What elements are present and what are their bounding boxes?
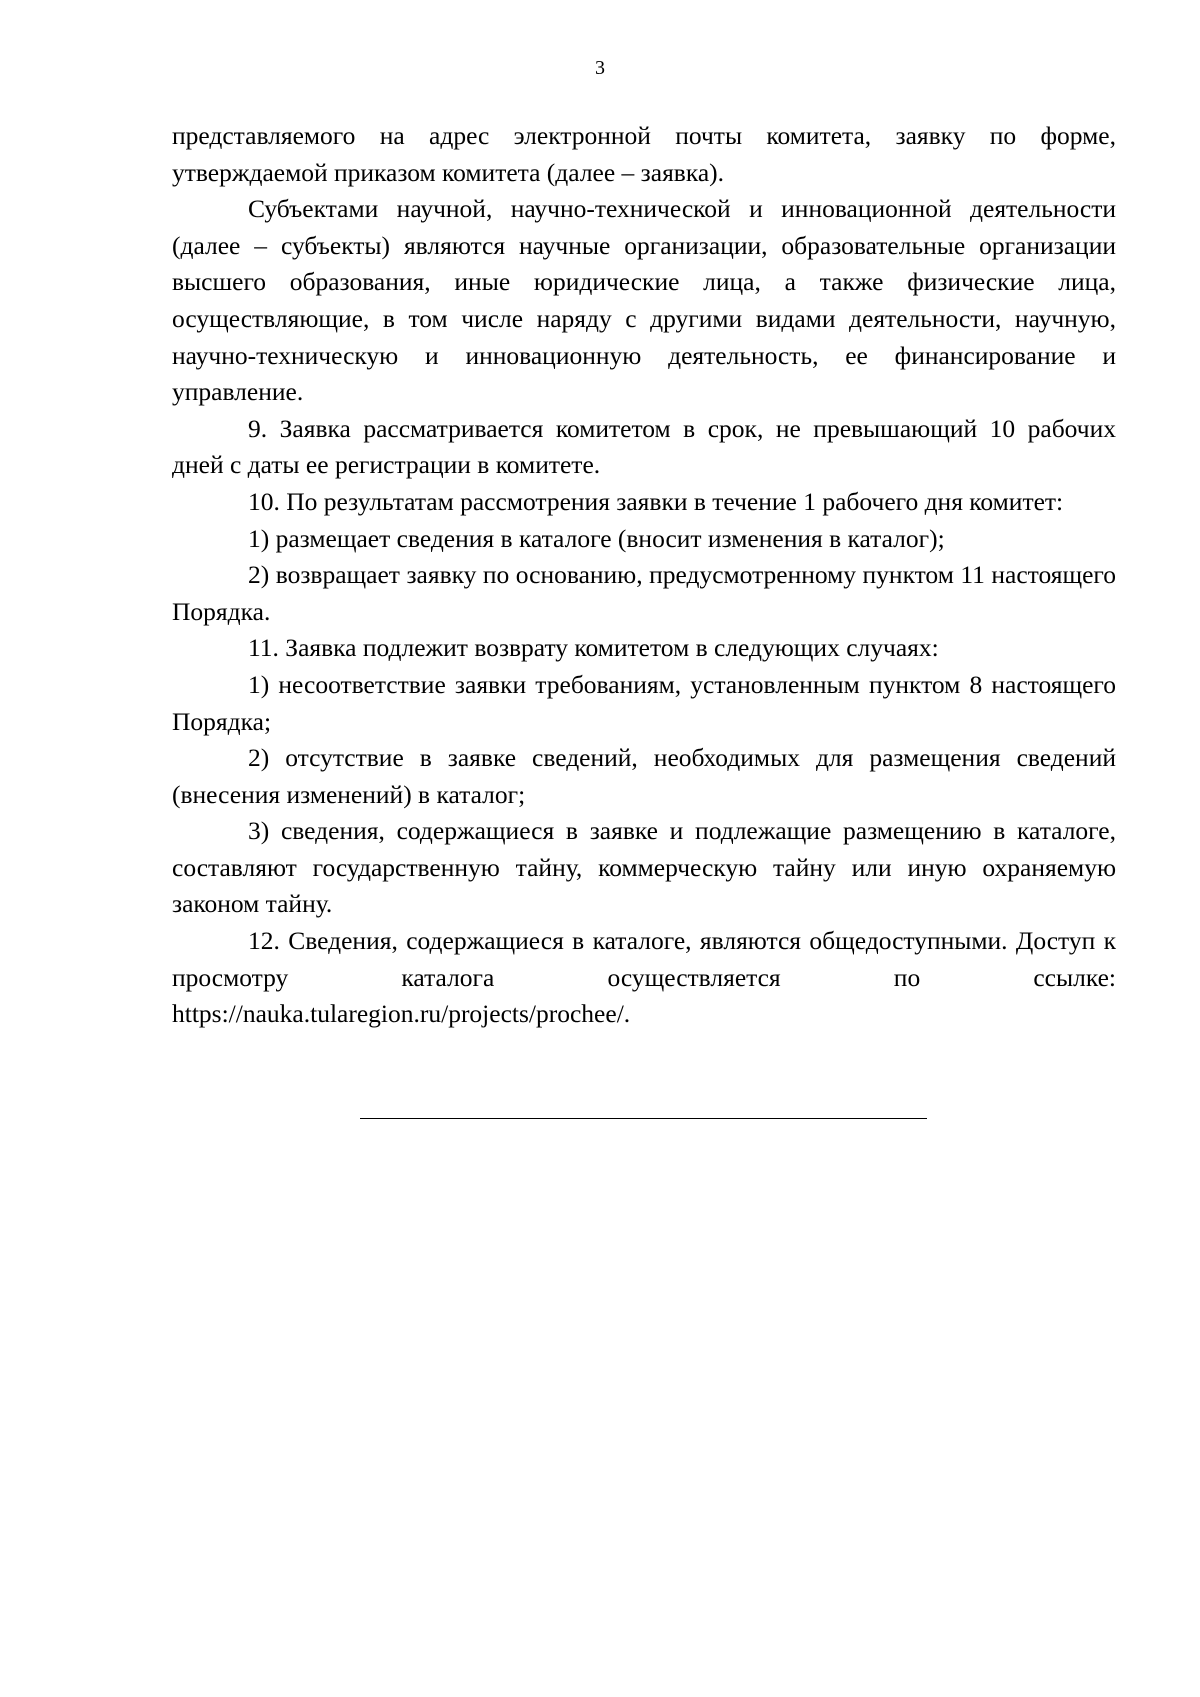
- document-body: [172, 118, 1116, 1033]
- paragraph-item-11: 11. Заявка подлежит возврату комитетом в следующих случаях:: [248, 633, 939, 663]
- end-of-document-rule: [360, 1118, 927, 1119]
- paragraph-item-9: 9. Заявка рассматривается комитетом в срок, не превышающий 10 рабочих дней с даты ее регистрации в комитете.: [172, 413, 1116, 480]
- paragraph-item-10-2: 2) возвращает заявку по основанию, предусмотренному пунктом 11 настоящего Порядка.: [172, 560, 1116, 626]
- paragraph-item-10-1: 1) размещает сведения в каталоге (вносит изменения в каталог);: [248, 523, 945, 553]
- paragraph-item-11-1: 1) несоответствие заявки требованиям, установленным пунктом 8 настоящего Порядка;: [172, 669, 1116, 736]
- paragraph-item-12: 12. Сведения, содержащиеся в каталоге, являются общедоступными. Доступ к просмотру каталога осуществляется по ссылке: https://nauka.tularegion.ru/projects/prochee/.: [172, 926, 1116, 1029]
- paragraph-item-11-3: 3) сведения, содержащиеся в заявке и подлежащие размещению в каталоге, составляют государственную тайну, коммерческую тайну или иную охраняемую законом тайну.: [172, 816, 1116, 919]
- paragraph-item-11-2: 2) отсутствие в заявке сведений, необходимых для размещения сведений (внесения изменений) в каталог;: [172, 743, 1116, 809]
- paragraph-continuation: представляемого на адрес электронной почты комитета, заявку по форме, утверждаемой приказом комитета (далее – заявка).: [172, 121, 1116, 187]
- page-number: 3: [595, 57, 605, 79]
- paragraph-item-10: 10. По результатам рассмотрения заявки в течение 1 рабочего дня комитет:: [248, 486, 1064, 516]
- paragraph-subjects-definition: Субъектами научной, научно-технической и инновационной деятельности (далее – субъекты) являются научные организации, образовательные организации высшего образования, иные юридические лица, а также физические лица, осуществляющие, в том числе наряду с другими видами деятельности, научную, научно-техническую и инновационную деятельность, ее финансирование и управление.: [172, 194, 1116, 407]
